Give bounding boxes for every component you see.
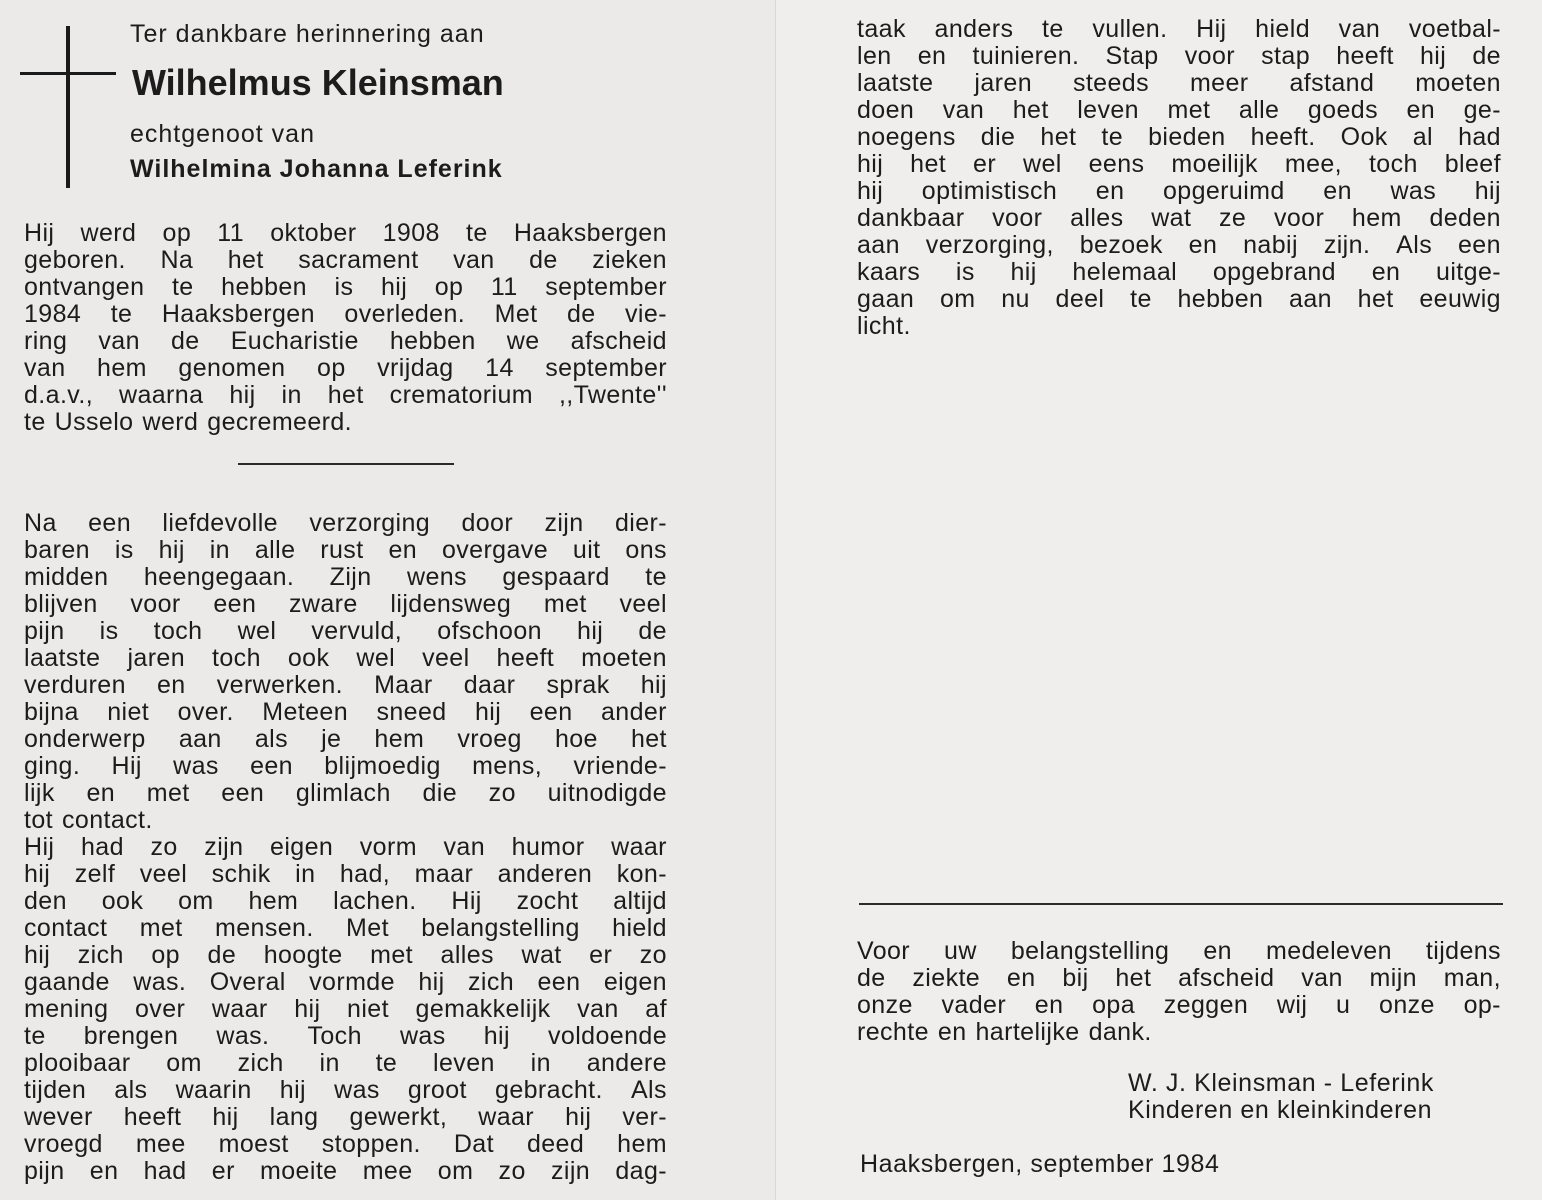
text-line: laatste jaren steeds meer afstand moeten — [857, 69, 1501, 97]
dedication-text: Ter dankbare herinnering aan — [130, 20, 485, 48]
text-line: hij zich op de hoogte met alles wat er zo — [24, 941, 667, 969]
text-line: gaande was. Overal vormde hij zich een eigen — [24, 968, 667, 996]
text-line: rechte en hartelijke dank. — [857, 1018, 1152, 1046]
text-line: taak anders te vullen. Hij hield van voetbal- — [857, 15, 1501, 43]
biography-paragraph-2 — [24, 510, 667, 834]
text-line: geboren. Na het sacrament van de zieken — [24, 246, 667, 274]
text-line: doen van het leven met alle goeds en ge- — [857, 96, 1501, 124]
text-line: mening over waar hij niet gemakkelijk van af — [24, 995, 667, 1023]
text-line: ging. Hij was een blijmoedig mens, vriende- — [24, 752, 667, 780]
text-line: de ziekte en bij het afscheid van mijn man, — [857, 964, 1501, 992]
text-line: van hem genomen op vrijdag 14 september — [24, 354, 667, 382]
text-line: contact met mensen. Met belangstelling hield — [24, 914, 667, 942]
biography-paragraph-4 — [857, 16, 1501, 340]
text-line: d.a.v., waarna hij in het crematorium ,,Twente'' — [24, 381, 667, 409]
deceased-name: Wilhelmus Kleinsman — [132, 62, 504, 103]
text-line: den ook om hem lachen. Hij zocht altijd — [24, 887, 667, 915]
text-line: laatste jaren toch ook wel veel heeft moeten — [24, 644, 667, 672]
signature-block — [1128, 1070, 1434, 1124]
signature-line-2: Kinderen en kleinkinderen — [1128, 1096, 1433, 1124]
text-line: tijden als waarin hij was groot gebracht. Als — [24, 1076, 667, 1104]
divider-rule-left — [238, 463, 454, 465]
text-line: te Usselo werd gecremeerd. — [24, 408, 353, 436]
cross-icon-vertical — [66, 26, 70, 188]
text-line: wever heeft hij lang gewerkt, waar hij ver- — [24, 1103, 667, 1131]
text-line: gaan om nu deel te hebben aan het eeuwig — [857, 285, 1501, 313]
text-line: ring van de Eucharistie hebben we afscheid — [24, 327, 667, 355]
text-line: vroegd mee moest stoppen. Dat deed hem — [24, 1130, 667, 1158]
spouse-label: echtgenoot van — [130, 120, 315, 148]
text-line: kaars is hij helemaal opgebrand en uitge- — [857, 258, 1501, 286]
text-line: ontvangen te hebben is hij op 11 september — [24, 273, 667, 301]
text-line: Hij werd op 11 oktober 1908 te Haaksbergen — [24, 219, 667, 247]
text-line: te brengen was. Toch was hij voldoende — [24, 1022, 667, 1050]
text-line: tot contact. — [24, 806, 153, 834]
text-line: midden heengegaan. Zijn wens gespaard te — [24, 563, 667, 591]
text-line: baren is hij in alle rust en overgave uit ons — [24, 536, 667, 564]
text-line: onze vader en opa zeggen wij u onze op- — [857, 991, 1501, 1019]
text-line: dankbaar voor alles wat ze voor hem deden — [857, 204, 1501, 232]
text-line: verduren en verwerken. Maar daar sprak hij — [24, 671, 667, 699]
text-line: len en tuinieren. Stap voor stap heeft hij de — [857, 42, 1501, 70]
divider-rule-right — [859, 903, 1503, 905]
spouse-name: Wilhelmina Johanna Leferink — [130, 155, 503, 183]
text-line: pijn en had er moeite mee om zo zijn dag- — [24, 1157, 667, 1185]
text-line: licht. — [857, 312, 911, 340]
text-line: lijk en met een glimlach die zo uitnodigde — [24, 779, 667, 807]
text-line: 1984 te Haaksbergen overleden. Met de vie- — [24, 300, 667, 328]
text-line: pijn is toch wel vervuld, ofschoon hij de — [24, 617, 667, 645]
text-line: Na een liefdevolle verzorging door zijn dier- — [24, 509, 667, 537]
text-line: blijven voor een zware lijdensweg met veel — [24, 590, 667, 618]
cross-icon-horizontal — [20, 72, 116, 75]
place-date: Haaksbergen, september 1984 — [860, 1150, 1220, 1178]
biography-paragraph-3 — [24, 834, 667, 1185]
text-line: hij het er wel eens moeilijk mee, toch bleef — [857, 150, 1501, 178]
biography-paragraph-1 — [24, 220, 667, 436]
thanks-paragraph — [857, 938, 1501, 1046]
text-line: onderwerp aan als je hem vroeg hoe het — [24, 725, 667, 753]
text-line: plooibaar om zich in te leven in andere — [24, 1049, 667, 1077]
text-line: hij zelf veel schik in had, maar anderen kon- — [24, 860, 667, 888]
signature-line-1: W. J. Kleinsman - Leferink — [1128, 1069, 1434, 1097]
text-line: hij optimistisch en opgeruimd en was hij — [857, 177, 1501, 205]
text-line: Voor uw belangstelling en medeleven tijdens — [857, 937, 1501, 965]
text-line: bijna niet over. Meteen sneed hij een ander — [24, 698, 667, 726]
text-line: aan verzorging, bezoek en nabij zijn. Als een — [857, 231, 1501, 259]
text-line: noegens die het te bieden heeft. Ook al had — [857, 123, 1501, 151]
text-line: Hij had zo zijn eigen vorm van humor waar — [24, 833, 667, 861]
